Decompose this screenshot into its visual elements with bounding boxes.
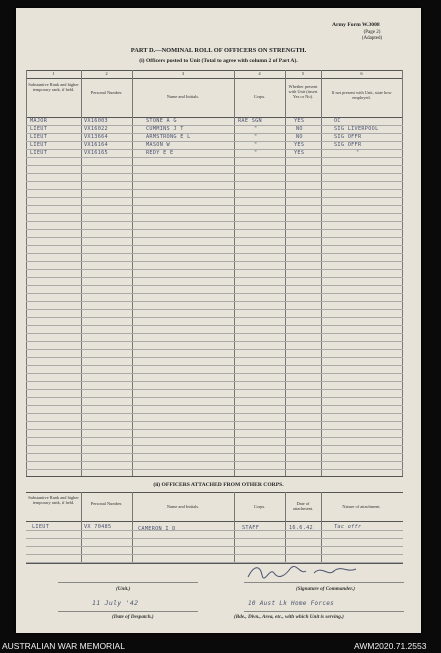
- ruled-line: [26, 397, 403, 398]
- ruled-line: [26, 469, 403, 470]
- personal-number-cell: VX16164: [84, 142, 108, 148]
- ruled-line: [26, 237, 403, 238]
- ruled-line: [26, 333, 403, 334]
- header-rank: Substantive Rank and higher temporary rank, if held.: [28, 495, 79, 506]
- name-cell: ARMSTRONG E L: [146, 134, 191, 140]
- document-page: [16, 8, 421, 633]
- header-rank: Substantive Rank and higher temporary rank, if held.: [28, 82, 79, 93]
- ruled-line: [26, 365, 403, 366]
- employed-cell: ": [356, 150, 360, 156]
- ruled-line: [26, 213, 403, 214]
- ruled-line: [26, 461, 403, 462]
- ruled-line: [26, 245, 403, 246]
- ruled-line: [26, 253, 403, 254]
- ruled-line: [26, 445, 403, 446]
- rank-cell: LIEUT: [30, 142, 48, 148]
- form-page: (Page 2): [363, 30, 381, 35]
- ruled-line: [26, 341, 403, 342]
- caption-institution: AUSTRALIAN WAR MEMORIAL: [2, 641, 125, 651]
- ruled-line: [26, 293, 403, 294]
- rank-cell: LIEUT: [30, 126, 48, 132]
- form-number: Army Form W.3008: [332, 22, 380, 28]
- despatch-date: 11 July '42: [92, 599, 139, 607]
- ruled-line: [26, 381, 403, 382]
- ruled-line: [26, 173, 403, 174]
- commander-signature: [244, 563, 374, 581]
- ruled-line: [26, 546, 403, 547]
- header-personal-number: Personal Number.: [90, 90, 123, 95]
- ruled-line: [26, 221, 403, 222]
- ruled-line: [26, 317, 403, 318]
- ruled-line: [26, 157, 403, 158]
- ruled-line: [26, 373, 403, 374]
- personal-number-cell: VX16022: [84, 126, 108, 132]
- header-personal-number: Personal Number.: [90, 501, 123, 506]
- date-of-despatch-label: (Date of Despatch.): [112, 614, 154, 620]
- ruled-line: [26, 181, 403, 182]
- corps-cell: ": [254, 126, 258, 132]
- corps-cell: ": [254, 142, 258, 148]
- corps-cell: STAFF: [242, 525, 260, 531]
- unit-label: (Unit.): [116, 586, 131, 592]
- employed-cell: SIG OFFR: [334, 142, 362, 148]
- formation-label: (Bde., Divn., Area, etc., with which Unit is serving.): [234, 614, 344, 620]
- signature-label: (Signature of Commander.): [296, 586, 355, 592]
- ruled-line: [26, 229, 403, 230]
- name-cell: STONE A G: [146, 118, 177, 124]
- part-title: PART D.—NOMINAL ROLL OF OFFICERS ON STRENGTH.: [130, 47, 307, 54]
- ruled-line: [26, 261, 403, 262]
- personal-number-cell: VX13664: [84, 134, 108, 140]
- employed-cell: SIG LIVERPOOL: [334, 126, 379, 132]
- name-cell: REDY E E: [146, 150, 174, 156]
- date-of-attachment-cell: 16.6.42: [289, 525, 313, 531]
- header-corps: Corps.: [253, 504, 266, 509]
- rank-cell: MAJOR: [30, 118, 48, 124]
- ruled-line: [26, 325, 403, 326]
- ruled-line: [26, 165, 403, 166]
- employed-cell: OC: [334, 118, 341, 124]
- ruled-line: [26, 530, 403, 531]
- col-number-6: 6: [360, 71, 363, 76]
- formation-name: 10 Aust Lk Home Forces: [248, 600, 335, 607]
- name-cell: CUMMINS J T: [146, 126, 184, 132]
- ruled-line: [26, 189, 403, 190]
- header-employed: If not present with Unit, state how employed.: [331, 90, 392, 101]
- present-cell: YES: [294, 118, 305, 124]
- ruled-line: [26, 285, 403, 286]
- ruled-line: [26, 357, 403, 358]
- employed-cell: SIG OFFR: [334, 134, 362, 140]
- header-present: Whether present with Unit (insert Yes or No).: [288, 84, 318, 100]
- ruled-line: [26, 405, 403, 406]
- ruled-line: [26, 538, 403, 539]
- present-cell: YES: [294, 142, 305, 148]
- corps-cell: RAE SGN: [238, 118, 262, 124]
- caption-bar: [0, 639, 441, 653]
- personal-number-cell: VX16165: [84, 150, 108, 156]
- ruled-line: [26, 413, 403, 414]
- section-1-title: (i) Officers posted to Unit (Total to agree with column 2 of Part A).: [139, 58, 298, 64]
- ruled-line: [26, 554, 403, 555]
- form-adapted: (Adapted): [361, 36, 383, 41]
- corps-cell: ": [254, 150, 258, 156]
- ruled-line: [26, 389, 403, 390]
- ruled-line: [26, 453, 403, 454]
- ruled-line: [26, 149, 403, 150]
- caption-accession-number: AWM2020.71.2553: [354, 641, 427, 651]
- ruled-line: [26, 205, 403, 206]
- header-name: Name and Initials.: [166, 504, 200, 509]
- rank-cell: LIEUT: [30, 150, 48, 156]
- corps-cell: ": [254, 134, 258, 140]
- name-cell: MASON W: [146, 142, 170, 148]
- col-number-1: 1: [52, 71, 55, 76]
- header-date-of-attachment: Date of attachment.: [292, 501, 314, 512]
- nature-of-attachment-cell: Tac offr: [334, 524, 362, 530]
- header-name: Name and Initials.: [166, 94, 200, 99]
- header-nature-of-attachment: Nature of attachment.: [342, 504, 381, 509]
- ruled-line: [26, 421, 403, 422]
- ruled-line: [26, 349, 403, 350]
- present-cell: NO: [296, 126, 303, 132]
- ruled-line: [26, 277, 403, 278]
- rank-cell: LIEUT: [32, 524, 50, 530]
- present-cell: NO: [296, 134, 303, 140]
- personal-number-cell: VX16003: [84, 118, 108, 124]
- ruled-line: [26, 197, 403, 198]
- ruled-line: [26, 301, 403, 302]
- ruled-line: [26, 309, 403, 310]
- col-number-2: 2: [105, 71, 108, 76]
- header-corps: Corps.: [253, 94, 266, 99]
- personal-number-cell: VX 70485: [84, 524, 112, 530]
- present-cell: YES: [294, 150, 305, 156]
- ruled-line: [26, 429, 403, 430]
- col-number-3: 3: [181, 71, 185, 76]
- col-number-4: 4: [258, 71, 261, 76]
- ruled-line: [26, 269, 403, 270]
- rank-cell: LIEUT: [30, 134, 48, 140]
- section-2-title: (ii) OFFICERS ATTACHED FROM OTHER CORPS.: [153, 482, 284, 488]
- ruled-line: [26, 437, 403, 438]
- col-number-5: 5: [301, 71, 305, 76]
- name-cell: CAMERON I D: [138, 526, 176, 532]
